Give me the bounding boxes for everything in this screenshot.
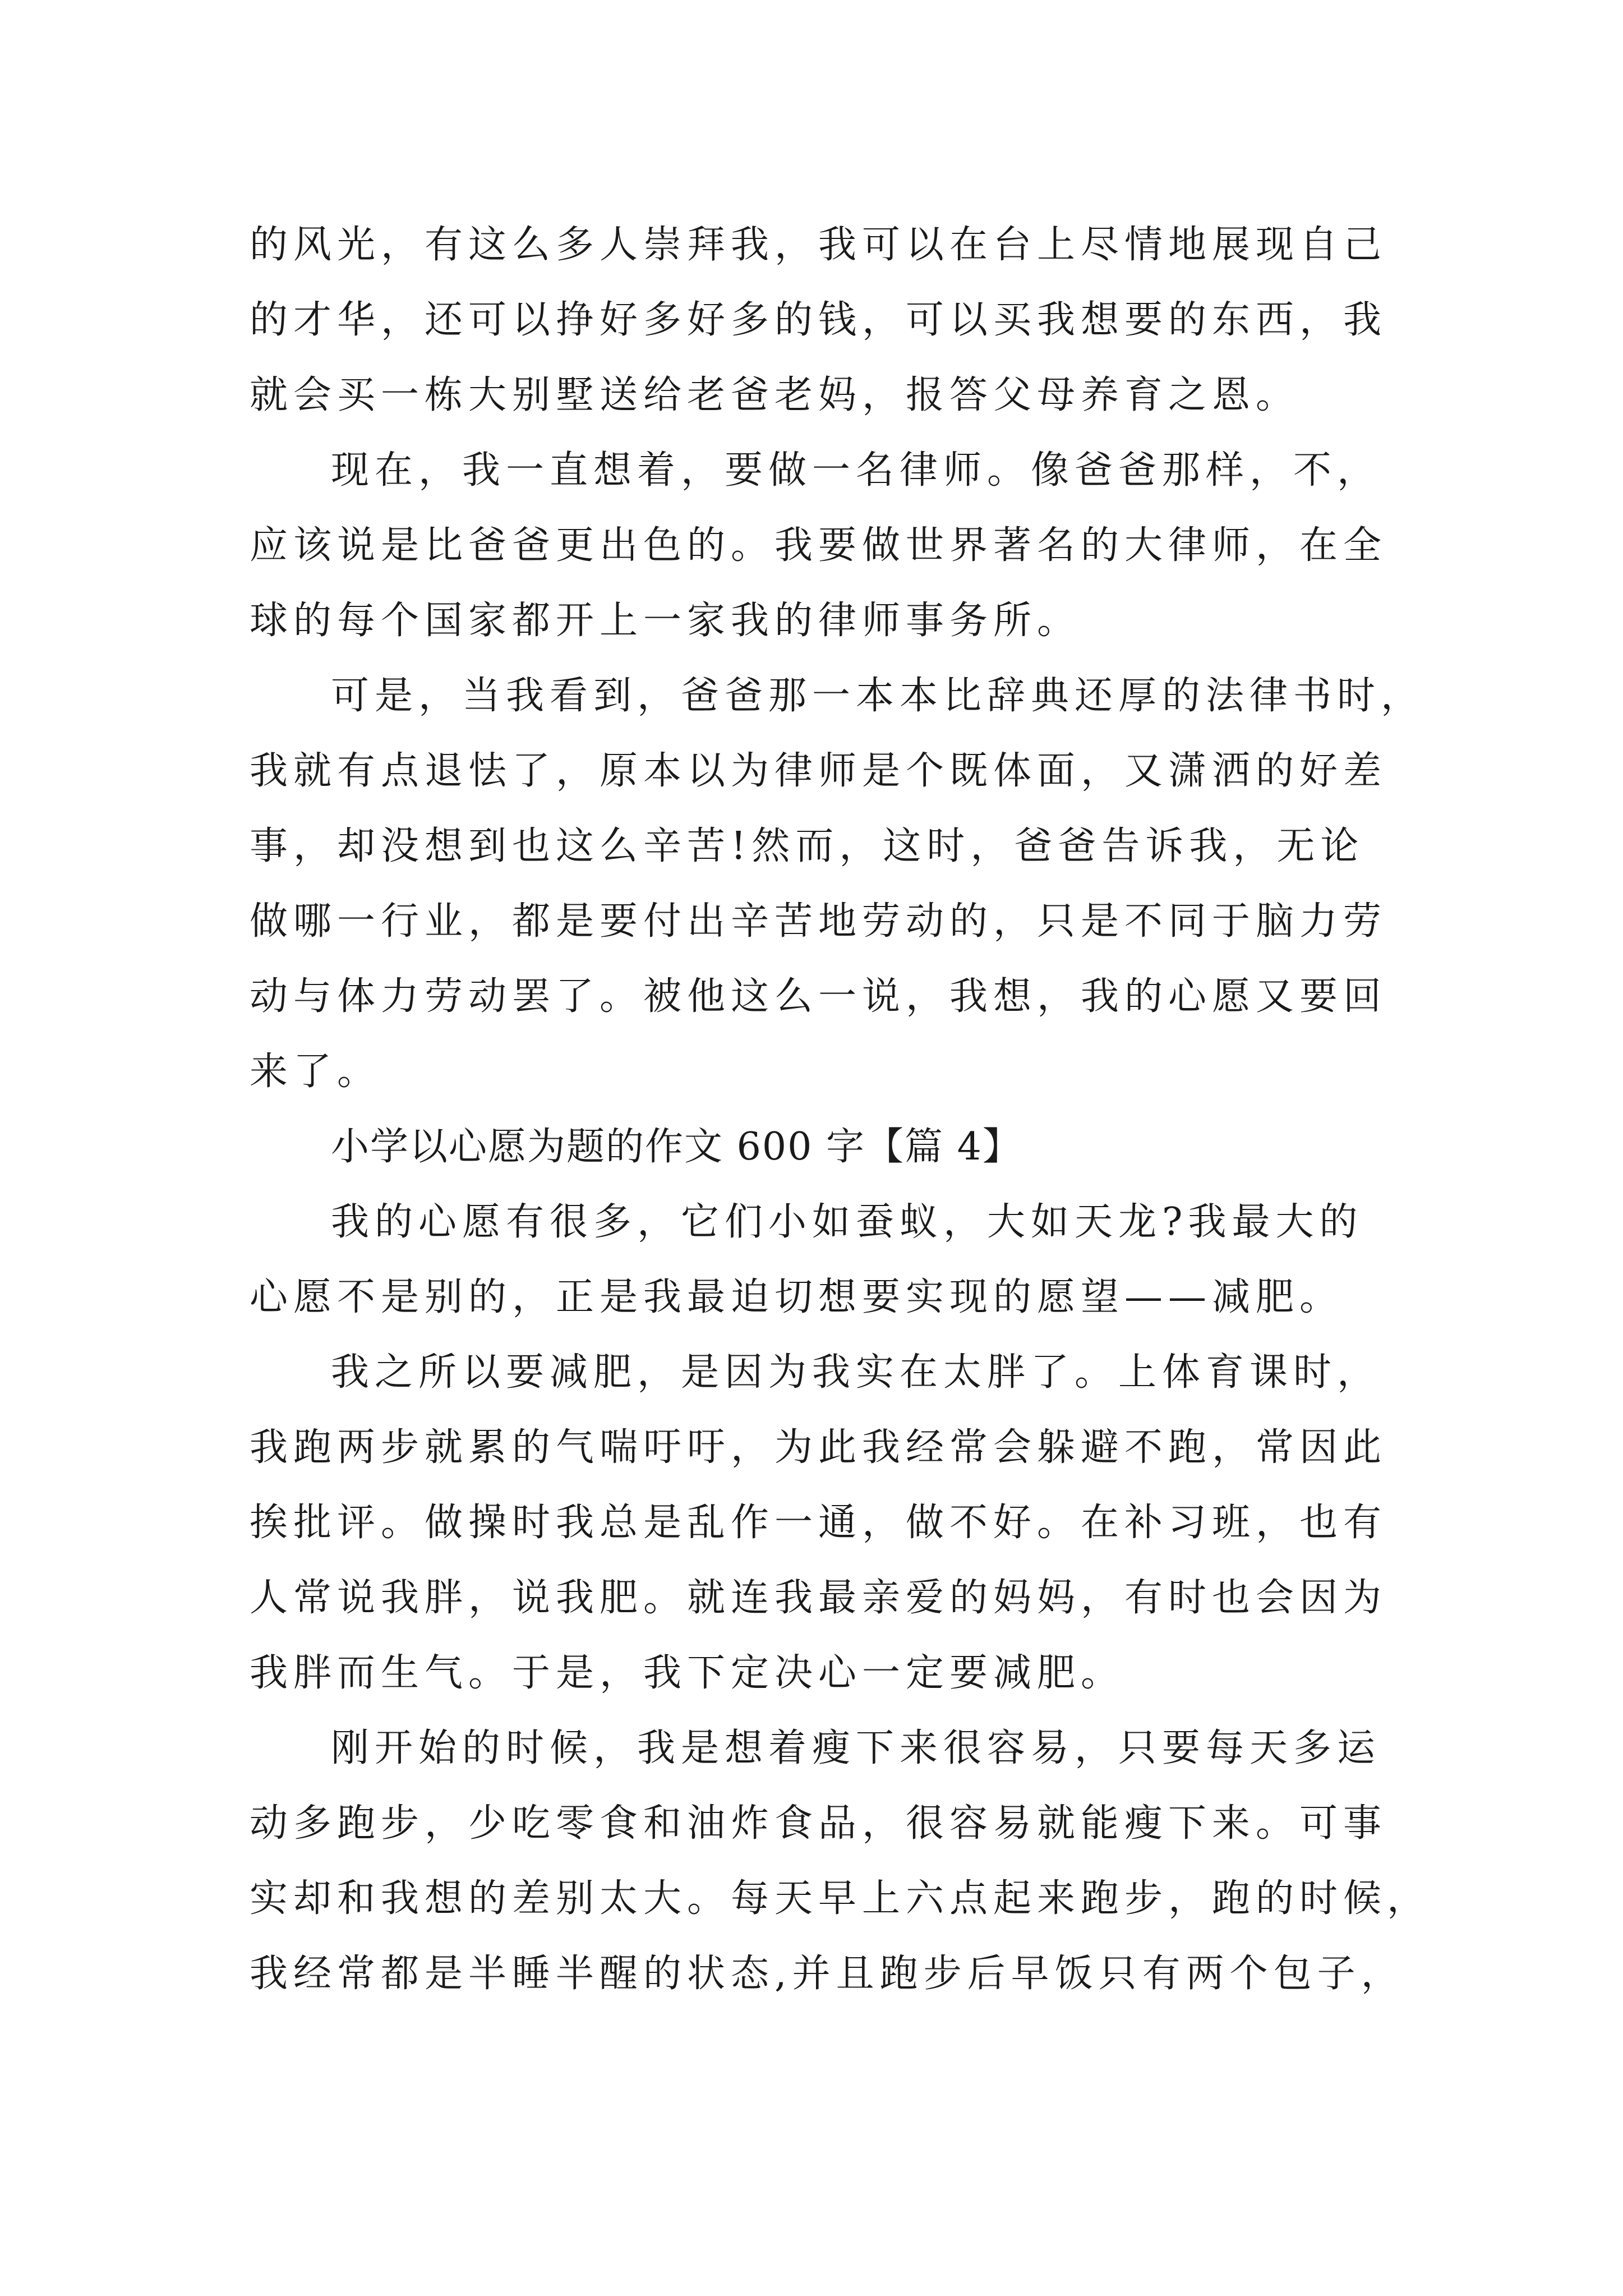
text-line: 事，却没想到也这么辛苦!然而，这时，爸爸告诉我，无论 (250, 824, 1364, 868)
paragraph-start-line: 我之所以要减肥，是因为我实在太胖了。上体育课时， (331, 1350, 1381, 1395)
text-line: 来了。 (250, 1050, 381, 1094)
text-line: 我就有点退怯了，原本以为律师是个既体面，又潇洒的好差 (250, 749, 1387, 793)
text-line: 做哪一行业，都是要付出辛苦地劳动的，只是不同于脑力劳 (250, 899, 1387, 944)
text-line: 球的每个国家都开上一家我的律师事务所。 (250, 599, 1081, 643)
text-line: 我经常都是半睡半醒的状态,并且跑步后早饭只有两个包子， (250, 1952, 1405, 1996)
text-line: 的才华，还可以挣好多好多的钱，可以买我想要的东西，我 (250, 298, 1387, 342)
text-line: 我胖而生气。于是，我下定决心一定要减肥。 (250, 1651, 1125, 1695)
text-line: 应该说是比爸爸更出色的。我要做世界著名的大律师，在全 (250, 523, 1387, 568)
paragraph-start-line: 我的心愿有很多，它们小如蚕蚁，大如天龙?我最大的 (331, 1200, 1363, 1244)
text-line: 动与体力劳动罢了。被他这么一说，我想，我的心愿又要回 (250, 974, 1387, 1019)
text-line: 心愿不是别的，正是我最迫切想要实现的愿望——减肥。 (250, 1275, 1344, 1319)
text-line: 就会买一栋大别墅送给老爸老妈，报答父母养育之恩。 (250, 373, 1300, 417)
text-line: 人常说我胖，说我肥。就连我最亲爱的妈妈，有时也会因为 (250, 1576, 1387, 1620)
text-line: 动多跑步，少吃零食和油炸食品，很容易就能瘦下来。可事 (250, 1801, 1387, 1846)
text-line: 挨批评。做操时我总是乱作一通，做不好。在补习班，也有 (250, 1501, 1387, 1545)
paragraph-start-line: 刚开始的时候，我是想着瘦下来很容易，只要每天多运 (331, 1726, 1381, 1770)
paragraph-start-line: 可是，当我看到，爸爸那一本本比辞典还厚的法律书时， (331, 674, 1425, 718)
essay-body (250, 208, 1431, 2012)
text-line: 的风光，有这么多人崇拜我，我可以在台上尽情地展现自己 (250, 223, 1387, 267)
text-line: 实却和我想的差别太大。每天早上六点起来跑步，跑的时候， (250, 1876, 1431, 1921)
paragraph-start-line: 现在，我一直想着，要做一名律师。像爸爸那样，不， (331, 448, 1381, 493)
section-heading: 小学以心愿为题的作文 600 字【篇 4】 (331, 1125, 1022, 1169)
text-line: 我跑两步就累的气喘吁吁，为此我经常会躲避不跑，常因此 (250, 1425, 1387, 1470)
